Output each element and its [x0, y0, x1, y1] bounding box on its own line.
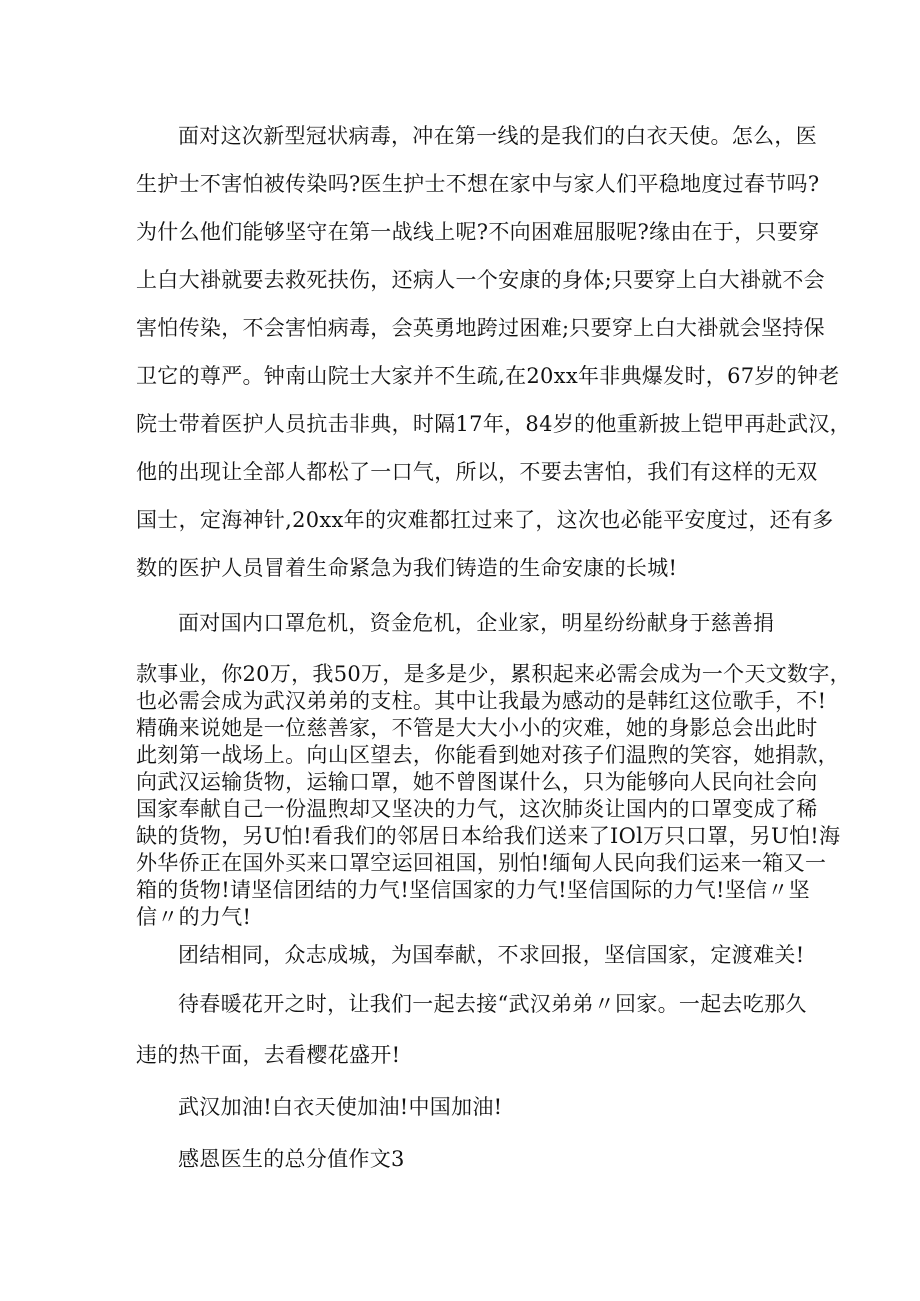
paragraph-6: 武汉加油!白衣天使加油!中国加油!	[178, 1095, 503, 1119]
paragraph-line: 害怕传染，不会害怕病毒，会英勇地跨过困难;只要穿上白大褂就会坚持保	[136, 316, 825, 340]
paragraph-line: 待春暖花开之时，让我们一起去接“武汉弟弟〃回家。一起去吃那久	[178, 992, 807, 1016]
paragraph-2: 面对国内口罩危机，资金危机，企业家，明星纷纷献身于慈善捐	[178, 611, 775, 635]
paragraph-line: 国家奉献自己一份温煦却又坚决的力气，这次肺炎让国内的口罩变成了稀	[136, 797, 818, 821]
paragraph-line: 此刻第一战场上。向山区望去，你能看到她对孩子们温煦的笑容，她捐款，	[136, 743, 839, 767]
paragraph-line: 缺的货物，另U怕!看我们的邻居日本给我们送来了IOl万只口罩，另U怕!海	[136, 824, 841, 848]
paragraph-line: 向武汉运输货物，运输口罩，她不曾图谋什么，只为能够向人民向社会向	[136, 770, 818, 794]
section-heading: 感恩医生的总分值作文3	[178, 1147, 405, 1171]
paragraph-line: 生护士不害怕被传染吗?医生护士不想在家中与家人们平稳地度过春节吗?	[136, 172, 820, 196]
paragraph-line: 院士带着医护人员抗击非典，时隔17年，84岁的他重新披上铠甲再赴武汉，	[136, 412, 851, 436]
paragraph-4: 团结相同，众志成城，为国奉献，不求回报，坚信国家，定渡难关!	[178, 943, 805, 967]
paragraph-line: 面对这次新型冠状病毒，冲在第一线的是我们的白衣天使。怎么，医	[178, 124, 817, 148]
paragraph-line: 信〃的力气!	[136, 905, 252, 929]
paragraph-line: 国士，定海神针,20xx年的灾难都扛过来了，这次也必能平安度过，还有多	[136, 508, 834, 532]
paragraph-line: 数的医护人员冒着生命紧急为我们铸造的生命安康的长城!	[136, 556, 678, 580]
paragraph-line: 款事业，你20万，我50万，是多是少，累积起来必需会成为一个天文数字，	[136, 662, 851, 686]
paragraph-line: 箱的货物!请坚信团结的力气!坚信国家的力气!坚信国际的力气!坚信〃坚	[136, 878, 810, 902]
paragraph-line: 他的出现让全部人都松了一口气，所以，不要去害怕，我们有这样的无双	[136, 460, 818, 484]
paragraph-line: 外华侨正在国外买来口罩空运回祖国，别怕!缅甸人民向我们运来一箱又一	[136, 851, 827, 875]
paragraph-line: 精确来说她是一位慈善家，不管是大大小小的灾难，她的身影总会出此时	[136, 716, 818, 740]
paragraph-line: 也必需会成为武汉弟弟的支柱。其中让我最为感动的是韩红这位歌手，不!	[136, 689, 827, 713]
paragraph-line: 为什么他们能够坚守在第一战线上呢?不向困难屈服呢?缘由在于，只要穿	[136, 220, 820, 244]
paragraph-line: 卫它的尊严。钟南山院士大家并不生疏,在20xx年非典爆发时，67岁的钟老	[136, 364, 840, 388]
paragraph-line: 违的热干面，去看樱花盛开!	[136, 1043, 401, 1067]
paragraph-line: 上白大褂就要去救死扶伤，还病人一个安康的身体;只要穿上白大褂就不会	[136, 268, 825, 292]
